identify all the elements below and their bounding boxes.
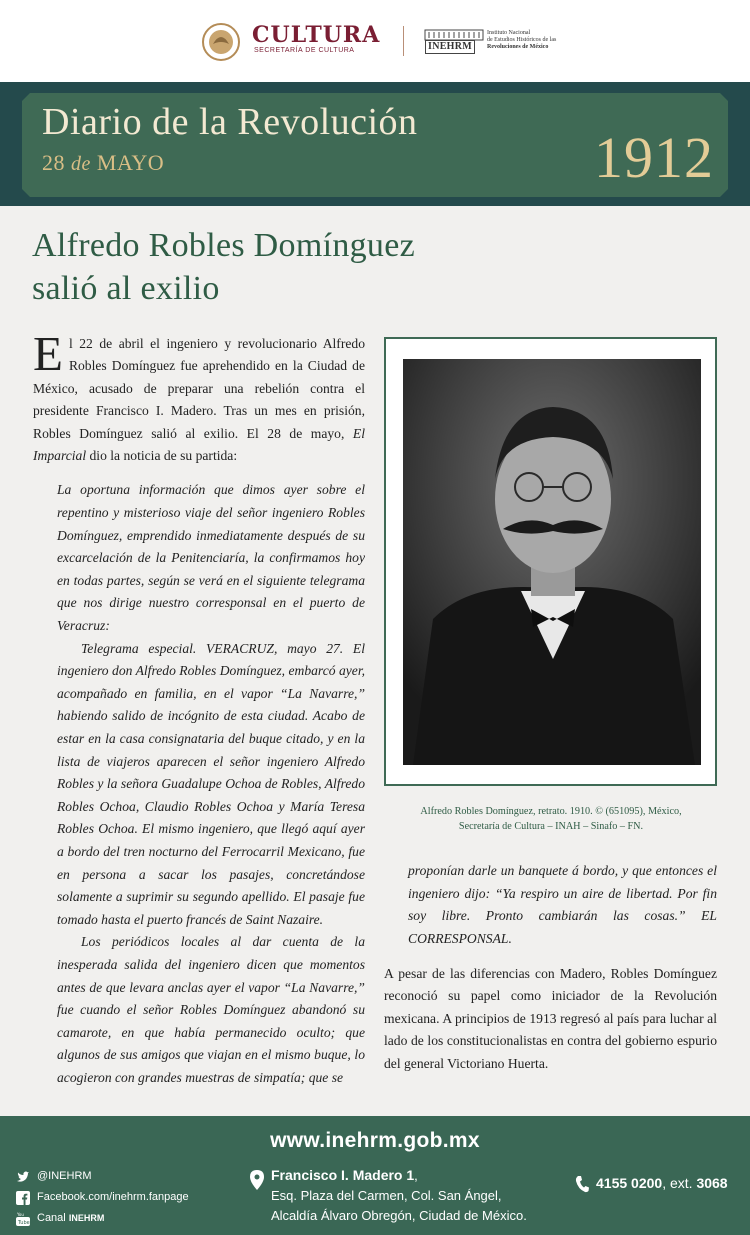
location-pin-icon	[250, 1170, 264, 1190]
page-title: Diario de la Revolución	[42, 101, 418, 143]
article-intro: El 22 de abril el ingeniero y revolucionario Alfredo Robles Domínguez fue aprehendido en la Ciudad de México, acusado de preparar una rebelión contra el presidente Francisco I. Madero. Tras un mes en prisión, Robles Domínguez salió al exilio. El 28 de mayo, El Imparcial dio la noticia de su partida:	[33, 326, 365, 464]
footer	[0, 1116, 750, 1235]
logo-divider	[403, 26, 404, 56]
quote-paragraph: Telegrama especial. VERACRUZ, mayo 27. El ingeniero don Alfredo Robles Domínguez, embarcó ayer, acompañado en familia, en el vapor “La Navarre,” habiendo salido de incógnito de esta ciudad. Acabo de estar en la casa consignataria del buque citado, y en la lista de viajeros aparecen el señor ingeniero Alfredo Robles y la señora Guadalupe Ochoa de Robles, Alfredo Robles Ochoa, Claudio Robles Ochoa y María Teresa Robles Ochoa. El mismo ingeniero, que llegó aquí ayer a bordo del tren nocturno del Ferrocarril Mexicano, fue en persona a sacar los pasajes, concretándose solamente a suprimir su segundo apellido. El pasaje fue tomado hasta el puerto francés de Saint Nazaire.	[57, 640, 365, 927]
inehrm-logo-abbr: INEHRM	[425, 40, 475, 54]
newspaper-quote	[57, 479, 365, 1089]
youtube-icon	[16, 1212, 30, 1226]
facebook-link[interactable]: Facebook.com/inehrm.fanpage	[16, 1187, 189, 1208]
address: Francisco I. Madero 1, Esq. Plaza del Carmen, Col. San Ángel, Alcaldía Álvaro Obregón, Ciudad de México.	[271, 1167, 527, 1223]
twitter-link[interactable]: @INEHRM	[16, 1166, 189, 1187]
quote-paragraph: La oportuna información que dimos ayer sobre el repentino y misterioso viaje del señor ingeniero Robles Domínguez, emprendido inmediatamente después de su excarcelación de la Penitenciaría, la confirmamos hoy en todas partes, según se verá en el siguiente telegrama que nos dirige nuestro corresponsal en el puerto de Veracruz:	[57, 482, 365, 633]
phone-icon	[575, 1175, 589, 1193]
mexico-seal-icon	[199, 22, 243, 62]
youtube-link[interactable]: You Tube Canal INEHRM	[17, 1211, 105, 1226]
banner-date: 28 de MAYO	[42, 150, 165, 175]
svg-text:You: You	[17, 1211, 24, 1217]
website-link[interactable]: www.inehrm.gob.mx	[270, 1129, 480, 1152]
portrait-frame	[384, 337, 717, 786]
cultura-logo-text: CULTURA	[252, 22, 381, 48]
portrait-photo	[403, 359, 701, 765]
banner-year: 1912	[594, 125, 714, 190]
inehrm-building-icon	[424, 27, 484, 41]
photo-caption: Alfredo Robles Domínguez, retrato. 1910. © (651095), México, Secretaría de Cultura – INAH – Sinafo – FN.	[420, 806, 682, 832]
newspaper-quote-continued: proponían darle un banquete á bordo, y que entonces el ingeniero dijo: “Ya respiro un aire de libertad. Por fin soy libre. Pronto cambiarán las cosas.” EL CORRESPONSAL.	[408, 863, 717, 946]
quote-paragraph: Los periódicos locales al dar cuenta de la inesperada salida del ingeniero dicen que momentos antes de que levara anclas ayer el vapor “La Navarre,” fue cuando el señor Robles Domínguez abandonó su camarote, en que había permanecido oculto; que algunos de sus amigos que viajan en el mismo buque, lo acogieron con grandes muestras de simpatía; que se	[57, 934, 365, 1085]
article-headline: Alfredo Robles Domínguez salió al exilio	[32, 227, 416, 307]
facebook-icon	[16, 1191, 30, 1205]
social-links	[16, 1166, 189, 1229]
drop-cap: E	[33, 326, 63, 381]
phone-number[interactable]: 4155 0200, ext. 3068	[596, 1175, 728, 1191]
svg-text:Tube: Tube	[18, 1219, 30, 1226]
twitter-icon	[16, 1170, 30, 1184]
inehrm-logo-fullname: Instituto Nacional de Estudios Históricos de las Revoluciones de México	[487, 30, 557, 50]
article-left-column	[33, 326, 365, 1089]
logo-bar	[0, 0, 750, 82]
cultura-logo-subtitle: SECRETARÍA DE CULTURA	[254, 47, 355, 54]
article-closing-paragraph: A pesar de las diferencias con Madero, Robles Domínguez reconoció su papel como iniciador de la Revolución mexicana. A principios de 1913 regresó al país para luchar al lado de los constitucionalistas en contra del gobierno espurio del general Victoriano Huerta.	[384, 966, 717, 1071]
